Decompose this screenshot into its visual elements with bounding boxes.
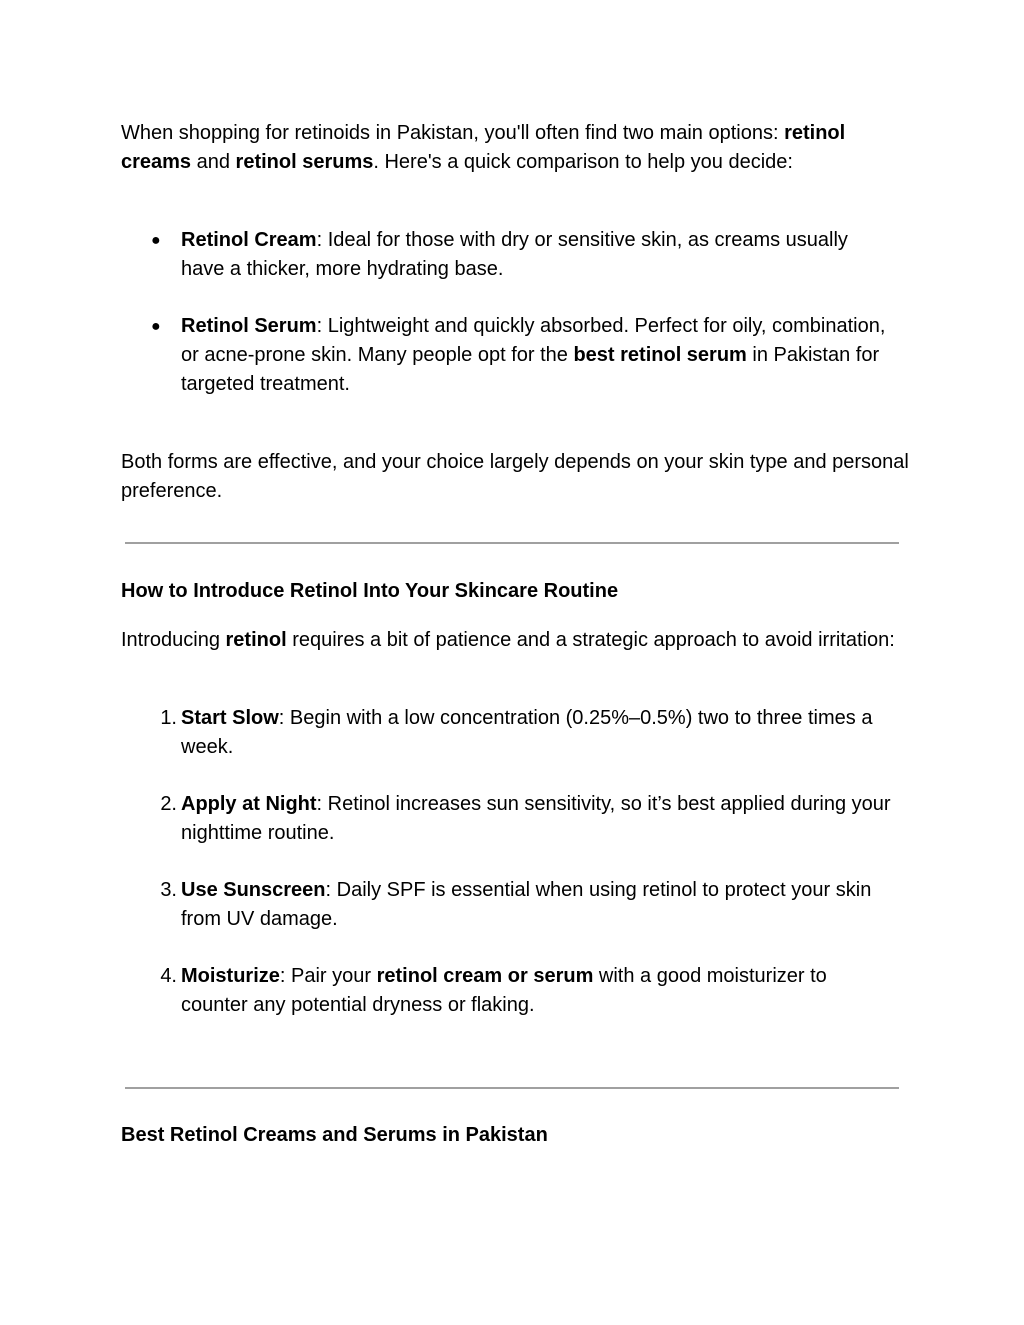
bullet-bold: Retinol Cream bbox=[181, 229, 317, 251]
step-number: 1. bbox=[160, 707, 177, 729]
divider bbox=[125, 1087, 899, 1089]
intro-bold-retinol-creams: retinol creams bbox=[121, 122, 846, 173]
step-bold-2: retinol cream or serum bbox=[376, 965, 594, 987]
step-bold: Start Slow bbox=[181, 707, 279, 729]
section-heading-introduce-retinol: How to Introduce Retinol Into Your Skincare Routine bbox=[121, 580, 619, 602]
bullet-bold-2: best retinol serum bbox=[573, 344, 747, 366]
bullet-body bbox=[181, 226, 893, 284]
bullet-marker: ● bbox=[151, 318, 161, 335]
step-bold: Apply at Night bbox=[181, 793, 317, 815]
intro-text-1: When shopping for retinoids in Pakistan, you'll often find two main options: bbox=[121, 122, 785, 144]
introduce-text-1: Introducing bbox=[121, 629, 226, 651]
step-text: : Daily SPF is essential when using retinol to protect your skin from UV damage. bbox=[181, 879, 872, 930]
intro-text-2: and bbox=[191, 151, 236, 173]
step-text: : Retinol increases sun sensitivity, so it’s best applied during your nighttime routine. bbox=[181, 793, 891, 844]
both-forms-paragraph: Both forms are effective, and your choice largely depends on your skin type and personal preference. bbox=[121, 451, 909, 502]
step-body bbox=[181, 704, 893, 762]
step-number: 3. bbox=[160, 879, 177, 901]
introduce-bold-retinol: retinol bbox=[225, 629, 287, 651]
intro-paragraph bbox=[121, 119, 911, 177]
intro-text-3: . Here's a quick comparison to help you decide: bbox=[373, 151, 793, 173]
bullet-text: : Lightweight and quickly absorbed. Perfect for oily, combination, or acne-prone skin. Many people opt for the bbox=[181, 315, 886, 366]
step-body bbox=[181, 962, 893, 1020]
introduce-text-2: requires a bit of patience and a strategic approach to avoid irritation: bbox=[286, 629, 895, 651]
step-bold: Moisturize bbox=[181, 965, 280, 987]
divider bbox=[125, 542, 899, 544]
step-number: 2. bbox=[160, 793, 177, 815]
bullet-text: : Ideal for those with dry or sensitive skin, as creams usually have a thicker, more hydrating base. bbox=[181, 229, 848, 280]
step-text: : Begin with a low concentration (0.25%–0.5%) two to three times a week. bbox=[181, 707, 873, 758]
step-number: 4. bbox=[160, 965, 177, 987]
bullet-marker: ● bbox=[151, 232, 161, 249]
step-body bbox=[181, 876, 893, 934]
intro-bold-retinol-serums: retinol serums bbox=[235, 151, 374, 173]
step-body bbox=[181, 790, 893, 848]
introduce-paragraph bbox=[121, 626, 911, 655]
bullet-bold: Retinol Serum bbox=[181, 315, 317, 337]
step-bold: Use Sunscreen bbox=[181, 879, 326, 901]
step-text-2: with a good moisturizer to counter any potential dryness or flaking. bbox=[181, 965, 827, 1016]
bullet-text-2: in Pakistan for targeted treatment. bbox=[181, 344, 880, 395]
step-text: : Pair your bbox=[279, 965, 377, 987]
bullet-body bbox=[181, 312, 893, 399]
section-heading-best-retinol: Best Retinol Creams and Serums in Pakistan bbox=[121, 1124, 548, 1146]
